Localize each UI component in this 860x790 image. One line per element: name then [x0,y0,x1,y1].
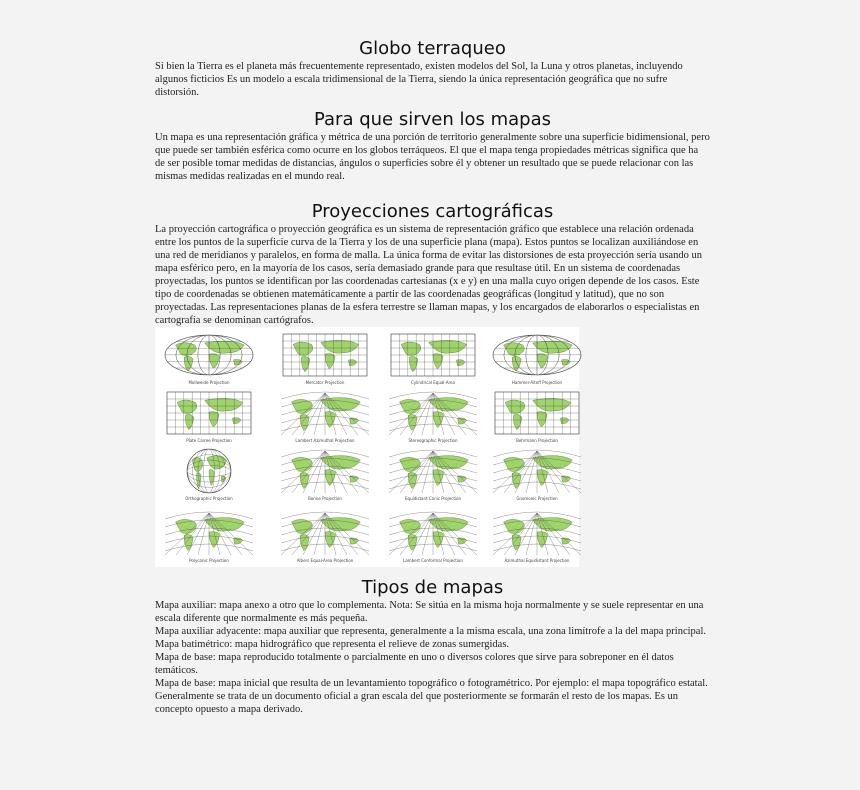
map-projection-icon [487,447,587,497]
paragraph-proyecciones: La proyección cartográfica o proyección geográfica es un sistema de representación gráfico que establece una relación ordenada entre los puntos de la superficie curva de la Tierra y los de una superficie plana (mapa). Estos puntos se localizan auxiliándose en una red de meridianos y paralelos, en forma de malla. La única forma de evitar las distorsiones de esta proyección sería usando un mapa esférico pero, en la mayoría de los casos, sería demasiado grande para que resultase útil. En un sistema de coordenadas proyectadas, los puntos se identifican por las coordenadas cartesianas (x e y) en una malla cuyo origen depende de los casos. Este tipo de coordenadas se obtienen matemáticamente a partir de las coordenadas geográficas (longitud y latitud), que no son proyectadas. Las representaciones planas de la esfera terrestre se llaman mapas, y los encargados de elaborarlos o especialistas en cartografía se denominan cartógrafos. [155,224,702,326]
map-type-item: Mapa auxiliar: mapa anexo a otro que lo complementa. Nota: Se sitúa en la misma hoja normalmente y se suele representar en una escala diferente que normalmente es más pequeña. [155,600,704,624]
map-caption: Orthographic Projection [185,496,233,501]
map-caption: Mercator Projection [305,380,345,385]
map-projection-icon [159,509,259,559]
map-projections-figure [155,327,579,567]
map-projection-icon [383,389,483,439]
map-thumbnail [159,509,259,567]
map-caption: Hammer-Aitoff Projection [511,380,563,385]
map-thumbnail [487,331,587,389]
section-title-para: Para que sirven los mapas [313,109,551,130]
map-caption: Bonne Projection [308,496,342,501]
map-caption: Equidistant Conic Projection [405,496,461,501]
map-thumbnail [487,447,587,505]
map-caption: Gnomonic Projection [516,496,558,501]
map-projection-icon [159,331,259,381]
map-thumbnail [275,509,375,567]
map-projection-icon [383,331,483,381]
map-types-list [155,599,710,716]
map-projection-icon [159,447,259,497]
map-type-item: Mapa de base: mapa inicial que resulta de un levantamiento topográfico o fotogramétrico. Por ejemplo: el mapa topográfico estatal. Generalmente se trata de un documento oficial a gran escala del que posteriormente se formarán el resto de los mapas. Es un concepto opuesto a mapa derivado. [155,678,708,715]
map-caption: Stereographic Projection [408,438,458,443]
map-thumbnail [383,509,483,567]
map-thumbnail [159,331,259,389]
map-projection-icon [275,509,375,559]
map-caption: Mollweide Projection [188,380,230,385]
map-caption: Cylindrical Equal-Area [411,380,455,385]
map-thumbnail [487,389,587,447]
map-projection-icon [275,331,375,381]
map-thumbnail [383,331,483,389]
map-projection-icon [383,509,483,559]
map-projection-icon [383,447,483,497]
section-title-globo: Globo terraqueo [359,38,506,59]
map-caption: Behrmann Projection [516,438,558,443]
map-thumbnail [275,389,375,447]
map-caption: Plate Carree Projection [186,438,232,443]
map-thumbnail [159,389,259,447]
paragraph-para: Un mapa es una representación gráfica y métrica de una porción de territorio generalmente sobre una superficie bidimensional, pero que puede ser también esférica como ocurre en los globos terráqueos. El que el mapa tenga propiedades métricas significa que ha de ser posible tomar medidas de distancias, ángulos o superficies sobre él y obtener un resultado que se puede relacionar con las mismas medidas realizadas en el mundo real. [155,132,710,182]
map-projection-icon [159,389,259,439]
map-thumbnail [275,331,375,389]
map-caption: Lambert Azimuthal Projection [295,438,355,443]
map-projection-icon [275,389,375,439]
section-title-tipos: Tipos de mapas [361,577,504,598]
map-projection-icon [487,389,587,439]
map-type-item: Mapa de base: mapa reproducido totalmente o parcialmente en uno o diversos colores que sirve para sobreponer en él datos temáticos. [155,652,674,676]
map-projection-icon [487,331,587,381]
section-title-proyecciones: Proyecciones cartográficas [311,201,554,222]
map-projection-icon [487,509,587,559]
map-caption: Polyconic Projection [189,558,229,563]
map-thumbnail [383,389,483,447]
map-projection-icon [275,447,375,497]
map-type-item: Mapa batimétrico: mapa hidrográfico que representa el relieve de zonas sumergidas. [155,639,510,650]
map-thumbnail [275,447,375,505]
map-thumbnail [159,447,259,505]
paragraph-globo: Si bien la Tierra es el planeta más frecuentemente representado, existen modelos del Sol, la Luna y otros planetas, incluyendo algunos ficticios Es un modelo a escala tridimensional de la Tierra, siendo la única representación geográfica que no sufre distorsión. [155,61,683,98]
map-thumbnail [487,509,587,567]
map-type-item: Mapa auxiliar adyacente: mapa auxiliar que representa, generalmente a la misma escala, una zona limítrofe a la del mapa principal. [155,626,706,637]
document-body [155,38,710,716]
map-thumbnail [383,447,483,505]
map-caption: Albers Equal-Area Projection [296,558,354,563]
map-caption: Azimuthal Equidistant Projection [504,558,570,563]
map-caption: Lambert Conformal Projection [403,558,463,563]
